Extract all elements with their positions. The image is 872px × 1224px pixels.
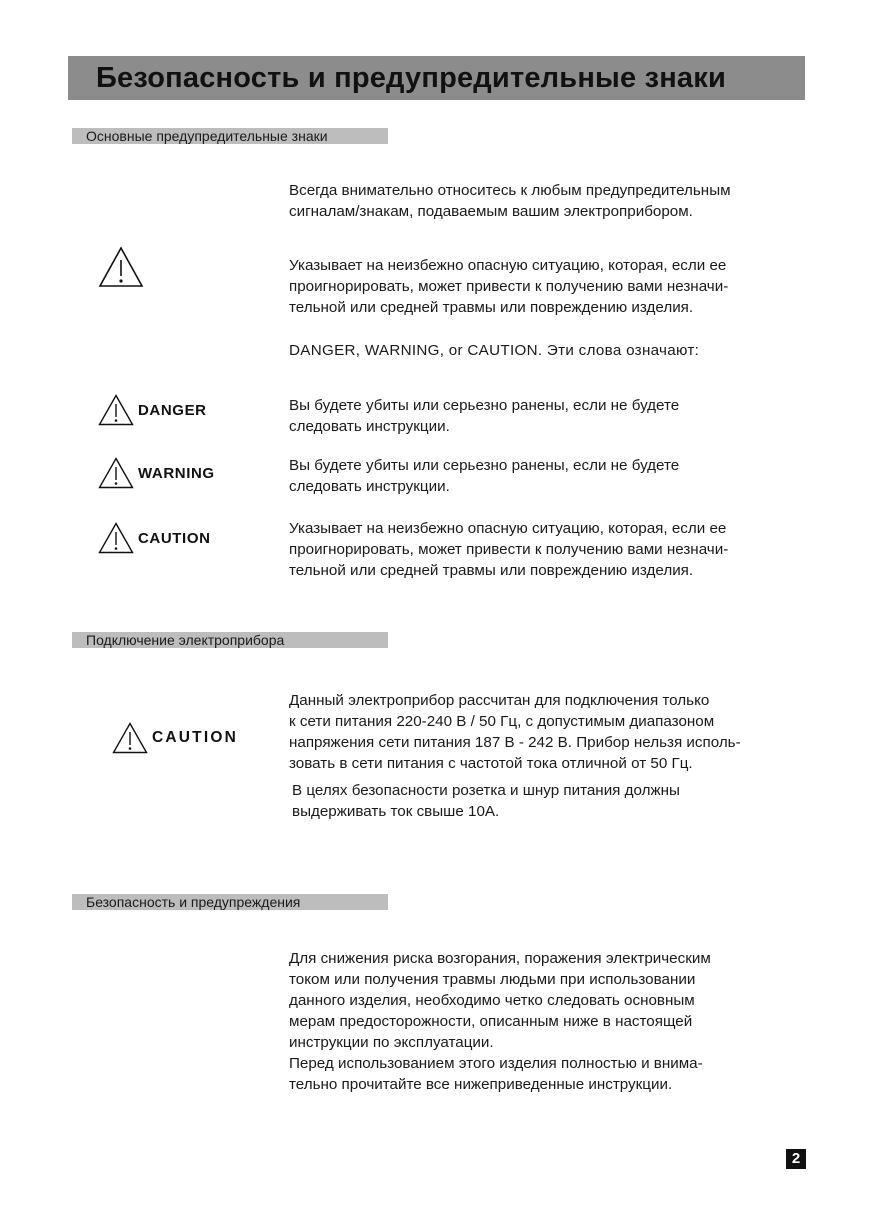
connection-caution-sign <box>112 722 238 754</box>
text-line: Всегда внимательно относитесь к любым предупредительным <box>289 182 731 199</box>
text-line: проигнорировать, может привести к получению вами незначи- <box>289 541 729 558</box>
text-line: Вы будете убиты или серьезно ранены, если не будете <box>289 397 680 414</box>
text-line: В целях безопасности розетка и шнур питания должны <box>292 782 680 799</box>
danger-sign <box>98 394 207 426</box>
text-line: Для снижения риска возгорания, поражения электрическим <box>289 950 711 967</box>
warning-triangle-icon <box>98 457 134 489</box>
warning-triangle-icon <box>98 394 134 426</box>
warning-text <box>289 455 779 497</box>
warning-triangle-icon <box>98 246 144 288</box>
alert-symbol <box>98 246 144 288</box>
text-line: тельной или средней травмы или повреждению изделия. <box>289 299 694 316</box>
text-line: Вы будете убиты или серьезно ранены, если не будете <box>289 457 680 474</box>
connection-caution-word: CAUTION <box>152 729 239 746</box>
text-line: Данный электроприбор рассчитан для подключения только <box>289 692 710 709</box>
text-line: инструкции по эксплуатации. <box>289 1034 494 1051</box>
alert-symbol-text <box>289 255 779 318</box>
section-label-connection: Подключение электроприбора <box>72 632 388 648</box>
text-line: Перед использованием этого изделия полностью и внима- <box>289 1055 703 1072</box>
danger-text <box>289 395 779 437</box>
text-line: Указывает на неизбежно опасную ситуацию, которая, если ее <box>289 257 727 274</box>
text-line: данного изделия, необходимо четко следовать основным <box>289 992 695 1009</box>
text-line: к сети питания 220-240 В / 50 Гц, с допустимым диапазоном <box>289 713 715 730</box>
caution-sign <box>98 522 211 554</box>
text-line: напряжения сети питания 187 В - 242 В. Прибор нельзя исполь- <box>289 734 741 751</box>
text-line: сигналам/знакам, подаваемым вашим электроприбором. <box>289 203 693 220</box>
caution-text <box>289 518 779 581</box>
warning-triangle-icon <box>112 722 148 754</box>
warning-word: WARNING <box>138 464 215 482</box>
safety-text <box>289 948 779 1095</box>
basic-intro-text <box>289 180 779 222</box>
text-line: тельной или средней травмы или повреждению изделия. <box>289 562 694 579</box>
connection-note <box>292 780 782 822</box>
page-title: Безопасность и предупредительные знаки <box>96 62 726 94</box>
warning-triangle-icon <box>98 522 134 554</box>
text-line: проигнорировать, может привести к получению вами незначи- <box>289 278 729 295</box>
text-line: зовать в сети питания с частотой тока отличной от 50 Гц. <box>289 755 693 772</box>
text-line: следовать инструкции. <box>289 418 450 435</box>
text-line: Указывает на неизбежно опасную ситуацию, которая, если ее <box>289 520 727 537</box>
warning-sign <box>98 457 215 489</box>
caution-word: CAUTION <box>138 529 211 547</box>
section-label-safety: Безопасность и предупреждения <box>72 894 388 910</box>
text-line: тельно прочитайте все нижеприведенные инструкции. <box>289 1076 673 1093</box>
page-title-bar <box>68 56 805 100</box>
text-line: DANGER, WARNING, or CAUTION. Эти слова означают: <box>289 342 700 359</box>
signal-words-intro <box>289 340 779 361</box>
connection-text <box>289 690 779 774</box>
text-line: выдерживать ток свыше 10А. <box>292 803 500 820</box>
text-line: следовать инструкции. <box>289 478 450 495</box>
text-line: током или получения травмы людьми при использовании <box>289 971 696 988</box>
danger-word: DANGER <box>138 401 207 419</box>
section-label-basic-signs: Основные предупредительные знаки <box>72 128 388 144</box>
page-number: 2 <box>786 1149 806 1169</box>
text-line: мерам предосторожности, описанным ниже в настоящей <box>289 1013 693 1030</box>
